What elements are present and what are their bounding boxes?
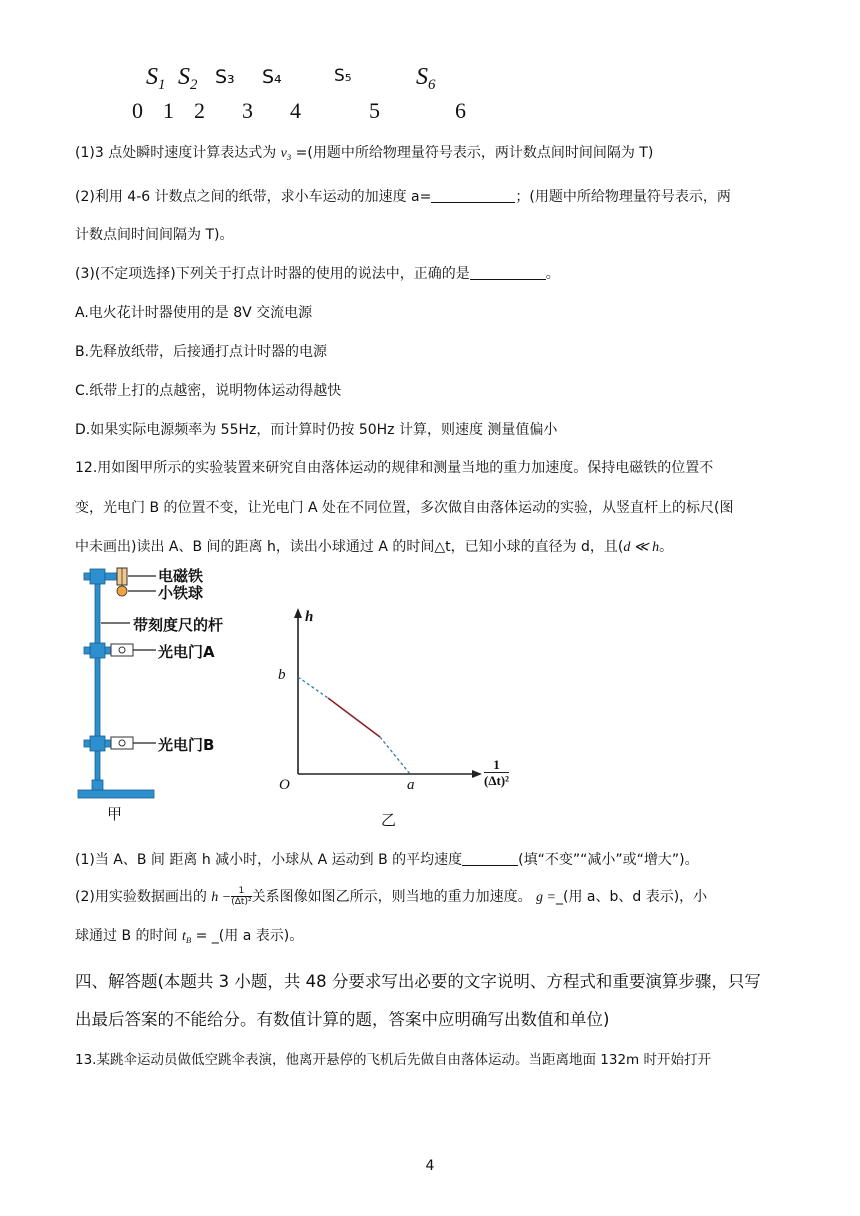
tape-label-s4: S₄	[262, 66, 282, 88]
tape-number-3: 3	[242, 98, 253, 123]
tape-number-2: 2	[194, 98, 205, 123]
label-iron-ball: 小铁球	[158, 584, 204, 602]
data-line	[328, 698, 380, 737]
graph-axis-label-x: 1 (Δt)²	[484, 757, 510, 788]
q12-part2-line1: (2)用实验数据画出的 h − $\frac{1}{\text{(Δt)²}}$ 关系图像如图乙所示，则当地的重力加速度。 g =_(用 a、b、d 表示)，小	[75, 886, 708, 907]
math-d-much-less-h: d ≪ h	[623, 540, 660, 555]
q11-part2-line2: 计数点间时间间隔为 T)。	[75, 227, 234, 243]
figure-caption-yi: 乙	[381, 811, 397, 829]
vertical-rod	[95, 570, 100, 785]
figure-caption-jia: 甲	[107, 805, 123, 823]
top-clamp	[84, 569, 117, 584]
tape-number-1: 1	[163, 98, 174, 123]
page-number: 4	[425, 1158, 435, 1174]
q12-line2: 变，光电门 B 的位置不变，让光电门 A 处在不同位置，多次做自由落体运动的实验，从竖直杆上的标尺(图	[75, 500, 734, 516]
tape-number-5: 5	[369, 98, 380, 123]
dashed-extension-lower	[380, 737, 410, 774]
answer-blank[interactable]	[462, 851, 518, 866]
math-v3: $v_3$	[280, 146, 292, 163]
label-photogate-b: 光电门B	[158, 736, 215, 754]
tape-label-s2: $S_2$	[178, 64, 198, 94]
option-c: C.纸带上打的点越密，说明物体运动得越快	[75, 383, 342, 399]
label-scale-rod: 带刻度尺的杆	[133, 616, 224, 634]
q11-part1: (1)3 点处瞬时速度计算表达式为 $v_3$ =(用题中所给物理量符号表示，两计数点间时间间隔为 T)	[75, 145, 654, 163]
graph-origin-o: O	[279, 777, 290, 793]
graph-intercept-a: a	[407, 777, 415, 793]
q12-line1: 12.用如图甲所示的实验装置来研究自由落体运动的规律和测量当地的重力加速度。保持电磁铁的位置不	[75, 460, 714, 476]
q13-line1: 13.某跳伞运动员做低空跳伞表演，他离开悬停的飞机后先做自由落体运动。当距离地面 132m 时开始打开	[75, 1052, 711, 1068]
x-axis-arrow	[472, 770, 482, 778]
answer-blank[interactable]	[470, 265, 546, 280]
clamp-b	[84, 736, 111, 751]
graph-axis-label-h: h	[305, 609, 314, 625]
tape-number-4: 4	[290, 98, 301, 123]
tape-label-s5: S₅	[334, 66, 352, 86]
stand-base	[78, 790, 154, 798]
q11-part3: (3)(不定项选择)下列关于打点计时器的使用的说法中，正确的是 。	[75, 266, 560, 282]
tape-number-6: 6	[455, 98, 466, 123]
dashed-extension-upper	[298, 677, 328, 698]
photogate-b	[111, 737, 133, 749]
iron-ball	[117, 586, 127, 596]
tape-label-s3: S₃	[215, 66, 235, 88]
y-axis-arrow	[294, 608, 302, 618]
option-d: D.如果实际电源频率为 55Hz，而计算时仍按 50Hz 计算，则速度 测量值偏小	[75, 422, 558, 438]
q12-part2-line2: 球通过 B 的时间 $t_B$ = _(用 a 表示)。	[75, 928, 304, 946]
q12-part1: (1)当 A、B 间 距离 h 减小时，小球从 A 运动到 B 的平均速度 (填“不变”“减小”或“增大”)。	[75, 852, 699, 868]
tape-label-s1: $S_1$	[146, 64, 166, 94]
fraction-inv-dt2: $\frac{1}{\text{(Δt)²}}$	[231, 886, 252, 907]
q11-part2-line1: (2)利用 4-6 计数点之间的纸带，求小车运动的加速度 a= ；(用题中所给物理量符号表示，两	[75, 189, 731, 205]
figure-yi-graph	[270, 600, 510, 800]
math-tB: $t_B$	[181, 929, 192, 946]
tape-number-0: 0	[132, 98, 143, 123]
answer-blank[interactable]	[431, 188, 515, 203]
graph-intercept-b: b	[278, 667, 286, 683]
option-b: B.先释放纸带，后接通打点计时器的电源	[75, 344, 328, 360]
label-photogate-a: 光电门A	[158, 643, 215, 661]
photogate-a	[111, 644, 133, 656]
section-4-heading-line1: 四、解答题(本题共 3 小题，共 48 分要求写出必要的文字说明、方程式和重要演算步骤，只写	[75, 972, 761, 991]
option-a: A.电火花计时器使用的是 8V 交流电源	[75, 305, 313, 321]
clamp-a	[84, 643, 111, 658]
tape-label-s6: $S_6$	[416, 64, 436, 94]
section-4-heading-line2: 出最后答案的不能给分。有数值计算的题，答案中应明确写出数值和单位)	[75, 1010, 610, 1029]
label-electromagnet: 电磁铁	[158, 567, 204, 585]
q12-line3: 中未画出)读出 A、B 间的距离 h，读出小球通过 A 的时间△t，已知小球的直径为 d，且(d ≪ h。	[75, 539, 674, 555]
